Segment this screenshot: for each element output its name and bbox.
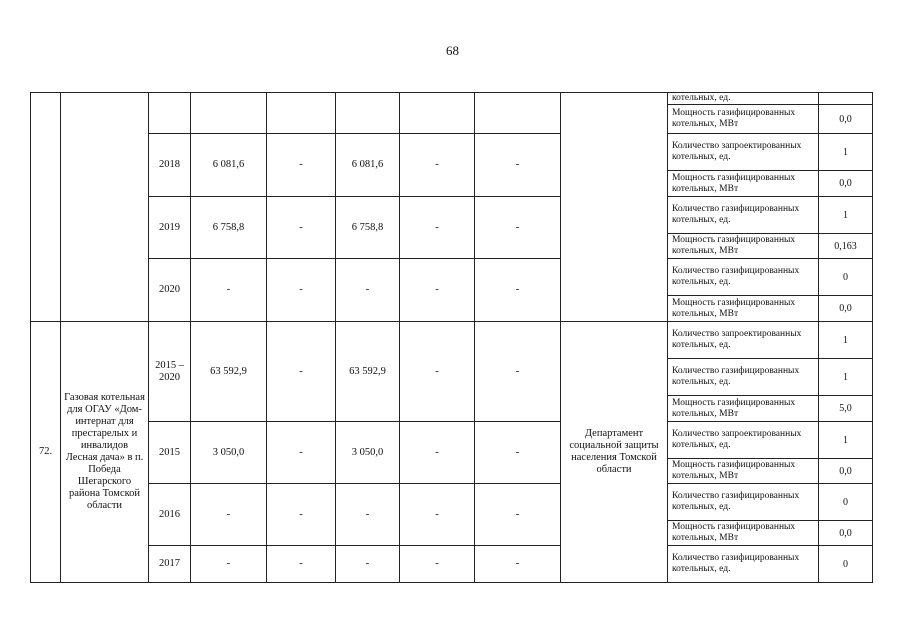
indicator-name: Количество запроектированных котельных, ед. bbox=[668, 322, 819, 359]
indicator-name: Количество газифицированных котельных, ед. bbox=[668, 546, 819, 583]
local-cell: - bbox=[400, 484, 475, 546]
total-cell: 6 081,6 bbox=[191, 134, 267, 197]
table-row bbox=[31, 484, 873, 521]
indicator-name: Количество газифицированных котельных, ед. bbox=[668, 484, 819, 521]
executor-cell: Департамент социальной защиты населения Томской области bbox=[561, 322, 668, 583]
table-row bbox=[31, 322, 873, 359]
name-cell-prev bbox=[61, 93, 149, 322]
regional-cell: 63 592,9 bbox=[336, 322, 400, 422]
indicator-value: 0,0 bbox=[819, 459, 873, 484]
executor-cell-prev bbox=[561, 93, 668, 322]
indicator-name: Мощность газифицированных котельных, МВт bbox=[668, 171, 819, 197]
local-cell: - bbox=[400, 422, 475, 484]
total-cell: 6 758,8 bbox=[191, 197, 267, 259]
program-table bbox=[30, 92, 873, 583]
indicator-value: 1 bbox=[819, 359, 873, 396]
regional-cell: 3 050,0 bbox=[336, 422, 400, 484]
year-cell: 2018 bbox=[149, 134, 191, 197]
table-row bbox=[31, 93, 873, 105]
item-number: 72. bbox=[31, 322, 61, 583]
indicator-name: Количество запроектированных котельных, ед. bbox=[668, 422, 819, 459]
indicator-value bbox=[819, 93, 873, 105]
other-cell: - bbox=[475, 484, 561, 546]
table-row bbox=[31, 197, 873, 234]
indicator-value: 1 bbox=[819, 422, 873, 459]
indicator-name: Мощность газифицированных котельных, МВт bbox=[668, 296, 819, 322]
federal-cell: - bbox=[267, 134, 336, 197]
total-cell: - bbox=[191, 546, 267, 583]
year-cell: 2015 – 2020 bbox=[149, 322, 191, 422]
indicator-value: 0 bbox=[819, 546, 873, 583]
other-cell: - bbox=[475, 259, 561, 322]
indicator-name: Количество газифицированных котельных, ед. bbox=[668, 259, 819, 296]
indicator-value: 0 bbox=[819, 259, 873, 296]
federal-cell: - bbox=[267, 422, 336, 484]
indicator-name: Мощность газифицированных котельных, МВт bbox=[668, 396, 819, 422]
table-row bbox=[31, 134, 873, 171]
total-cell: - bbox=[191, 259, 267, 322]
year-cell: 2016 bbox=[149, 484, 191, 546]
indicator-name: котельных, ед. bbox=[668, 93, 819, 105]
indicator-name: Мощность газифицированных котельных, МВт bbox=[668, 459, 819, 484]
federal-cell: - bbox=[267, 322, 336, 422]
local-cell: - bbox=[400, 322, 475, 422]
total-cell: 63 592,9 bbox=[191, 322, 267, 422]
indicator-name: Количество газифицированных котельных, ед. bbox=[668, 197, 819, 234]
table-row bbox=[31, 259, 873, 296]
indicator-name: Количество запроектированных котельных, ед. bbox=[668, 134, 819, 171]
local-cell: - bbox=[400, 259, 475, 322]
other-cell: - bbox=[475, 134, 561, 197]
total-cell: - bbox=[191, 484, 267, 546]
federal-cell: - bbox=[267, 546, 336, 583]
year-cell: 2020 bbox=[149, 259, 191, 322]
year-cell: 2015 bbox=[149, 422, 191, 484]
local-cell: - bbox=[400, 197, 475, 259]
federal-cell: - bbox=[267, 197, 336, 259]
indicator-value: 1 bbox=[819, 134, 873, 171]
page-number: 68 bbox=[446, 43, 459, 58]
indicator-value: 0 bbox=[819, 484, 873, 521]
indicator-value: 0,0 bbox=[819, 105, 873, 134]
indicator-name: Мощность газифицированных котельных, МВт bbox=[668, 521, 819, 546]
other-cell: - bbox=[475, 197, 561, 259]
indicator-value: 0,0 bbox=[819, 296, 873, 322]
regional-cell: - bbox=[336, 484, 400, 546]
indicator-name: Мощность газифицированных котельных, МВт bbox=[668, 105, 819, 134]
federal-cell: - bbox=[267, 259, 336, 322]
table-row bbox=[31, 422, 873, 459]
indicator-name: Количество газифицированных котельных, ед. bbox=[668, 359, 819, 396]
indicator-value: 1 bbox=[819, 322, 873, 359]
regional-cell: - bbox=[336, 546, 400, 583]
indicator-value: 0,0 bbox=[819, 521, 873, 546]
regional-cell: - bbox=[336, 259, 400, 322]
local-cell: - bbox=[400, 546, 475, 583]
item-name: Газовая котельная для ОГАУ «Дом-интернат для престарелых и инвалидов Лесная дача» в п. Победа Шегарского района Томской области bbox=[61, 322, 149, 583]
other-cell: - bbox=[475, 546, 561, 583]
year-cell: 2017 bbox=[149, 546, 191, 583]
federal-cell: - bbox=[267, 484, 336, 546]
regional-cell: 6 081,6 bbox=[336, 134, 400, 197]
indicator-value: 0,163 bbox=[819, 234, 873, 259]
other-cell: - bbox=[475, 422, 561, 484]
indicator-value: 0,0 bbox=[819, 171, 873, 197]
indicator-value: 5,0 bbox=[819, 396, 873, 422]
num-cell-prev bbox=[31, 93, 61, 322]
year-cell: 2019 bbox=[149, 197, 191, 259]
regional-cell: 6 758,8 bbox=[336, 197, 400, 259]
indicator-value: 1 bbox=[819, 197, 873, 234]
local-cell: - bbox=[400, 134, 475, 197]
indicator-name: Мощность газифицированных котельных, МВт bbox=[668, 234, 819, 259]
total-cell: 3 050,0 bbox=[191, 422, 267, 484]
table-row bbox=[31, 546, 873, 583]
other-cell: - bbox=[475, 322, 561, 422]
